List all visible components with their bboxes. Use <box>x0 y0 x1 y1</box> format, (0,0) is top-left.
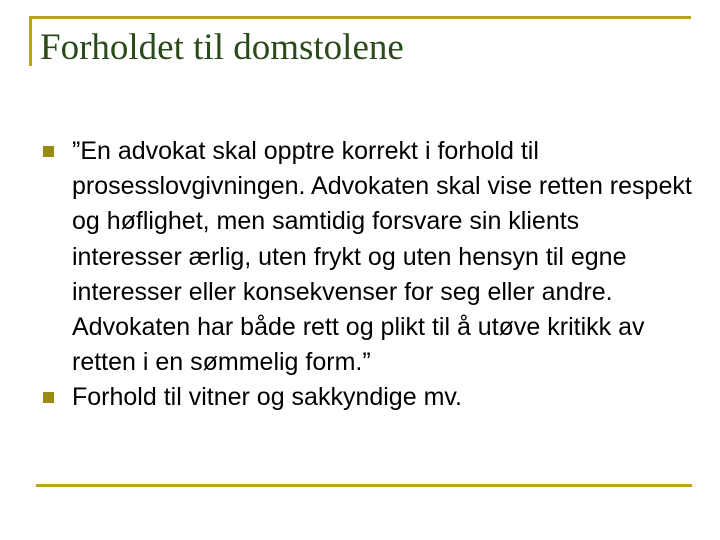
square-bullet-icon <box>43 392 54 403</box>
bullet-text: Forhold til vitner og sakkyndige mv. <box>72 383 462 412</box>
bullet-text: ”En advokat skal opptre korrekt i forhold til prosesslovgivningen. Advokaten skal vise retten respekt og høflighet, men samtidig forsvare sin klients interesser ærlig, uten frykt og uten hensyn til egne interesser eller konsekvenser for seg eller andre. Advokaten har både rett og plikt til å utøve kritikk av retten i en sømmelig form.” <box>72 137 692 377</box>
frame-top-line <box>29 16 691 19</box>
slide-title: Forholdet til domstolene <box>40 27 404 68</box>
frame-left-line <box>29 16 32 66</box>
bullet-list <box>43 134 693 416</box>
bullet-item <box>43 134 693 380</box>
square-bullet-icon <box>43 146 54 157</box>
frame-bottom-line <box>36 484 692 487</box>
bullet-item <box>43 380 693 415</box>
